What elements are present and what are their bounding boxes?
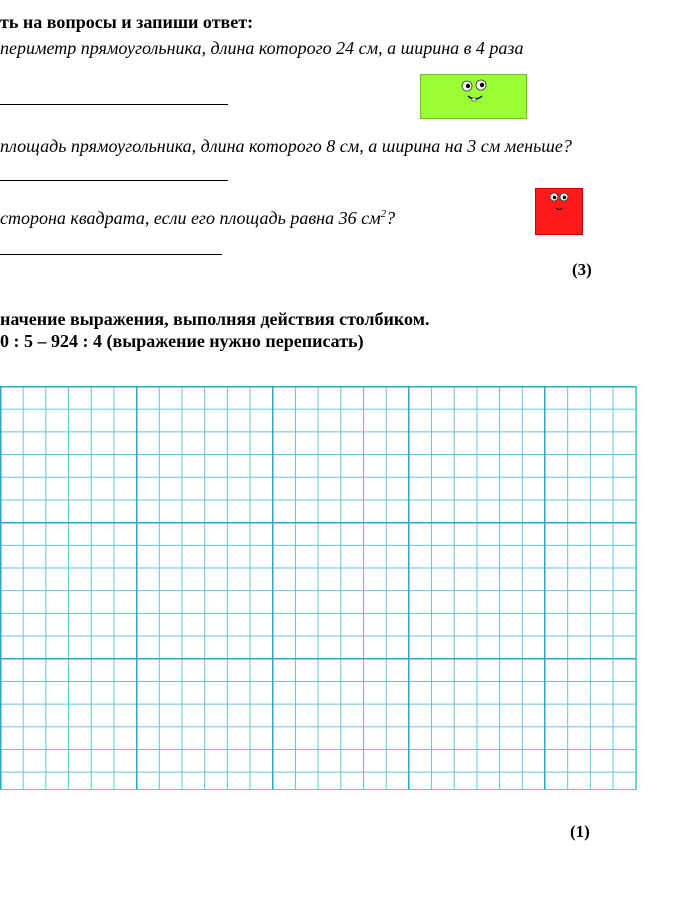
question-3-end: ?	[386, 208, 396, 228]
section-1-title: ть на вопросы и запиши ответ:	[0, 12, 254, 32]
graph-paper-grid[interactable]	[0, 386, 637, 790]
red-square-face-icon	[535, 188, 583, 235]
expression: 0 : 5 – 924 : 4 (выражение нужно переписать)	[0, 331, 364, 351]
question-1: периметр прямоугольника, длина которого 24 см, а ширина в 4 раза	[0, 38, 524, 58]
section-2-points: (1)	[570, 822, 590, 841]
section-1-points: (3)	[572, 260, 592, 279]
answer-line-3[interactable]	[0, 254, 222, 255]
question-3-text: сторона квадрата, если его площадь равна 36 см	[0, 208, 381, 228]
green-rectangle-face-icon	[420, 74, 527, 119]
question-3-superscript: 2	[380, 208, 387, 220]
question-3	[0, 208, 395, 229]
question-2: площадь прямоугольника, длина которого 8 см, а ширина на 3 см меньше?	[0, 136, 572, 156]
section-2-title: начение выражения, выполняя действия столбиком.	[0, 309, 430, 329]
answer-line-1[interactable]	[0, 104, 228, 105]
answer-line-2[interactable]	[0, 180, 228, 181]
